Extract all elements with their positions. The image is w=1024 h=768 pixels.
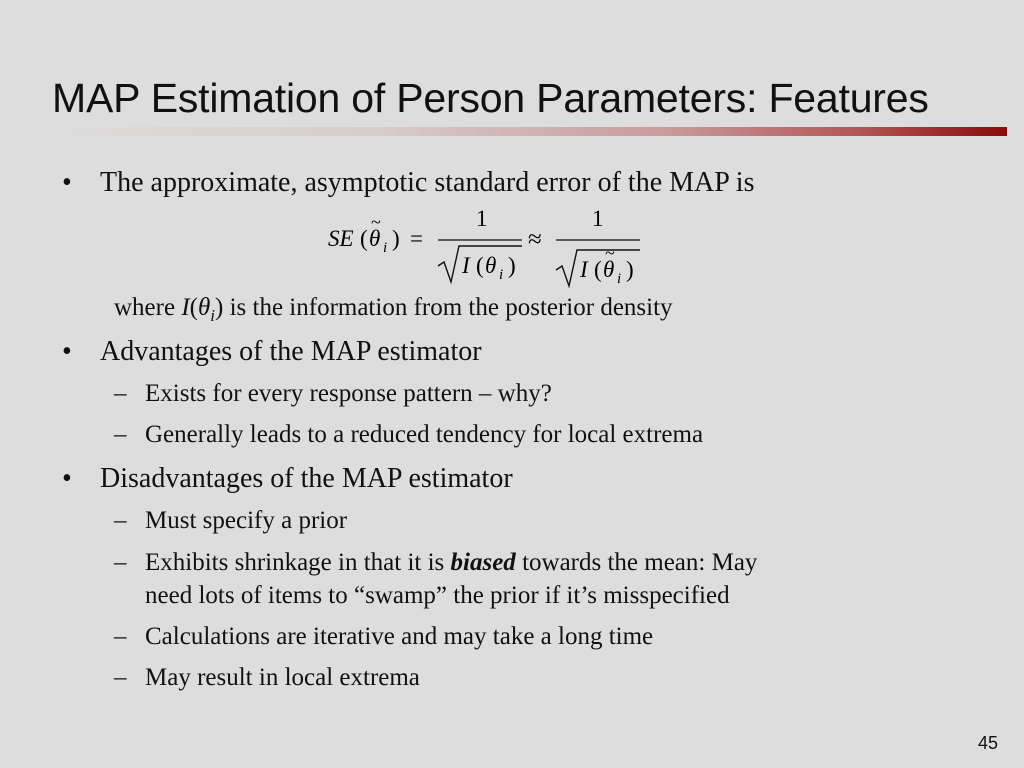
disadvantage-item: Must specify a prior	[145, 507, 348, 534]
where-sub: i	[210, 306, 215, 325]
formula-numerator-2: 1	[592, 206, 604, 231]
formula-equals: =	[410, 226, 423, 251]
disadvantage-item: Calculations are iterative and may take a long time	[145, 623, 654, 650]
dash-marker: –	[114, 507, 127, 534]
formula-lparen-2: (	[594, 257, 602, 282]
formula-sub-i: i	[383, 240, 388, 256]
se-formula-svg	[326, 200, 656, 290]
formula-sub-i-1: i	[499, 267, 504, 283]
formula-rparen-1: )	[508, 253, 516, 278]
dash-marker: –	[114, 380, 127, 407]
formula-tilde: ~	[371, 212, 381, 232]
where-prefix: where	[114, 294, 182, 321]
bullet-disadvantages: Disadvantages of the MAP estimator	[100, 463, 513, 494]
formula-theta: θ	[369, 226, 381, 251]
disadvantage-item	[145, 547, 757, 579]
bullet-marker: •	[62, 336, 72, 367]
formula-lparen-1: (	[476, 253, 484, 278]
page-number: 45	[977, 733, 998, 753]
dash-marker: –	[114, 549, 127, 576]
formula-numerator-1: 1	[476, 206, 488, 231]
formula-info-1: I	[462, 253, 470, 278]
where-theta: θ	[197, 294, 211, 321]
formula-sub-i-2: i	[617, 271, 622, 287]
slide-title: MAP Estimation of Person Parameters: Features	[52, 75, 929, 121]
shrinkage-before: Exhibits shrinkage in that it is	[145, 549, 451, 576]
advantage-item: Exists for every response pattern – why?	[145, 380, 552, 407]
dash-marker: –	[114, 421, 127, 448]
formula-rparen-2: )	[626, 257, 634, 282]
formula-lparen: (	[360, 226, 368, 251]
formula-tilde-2: ~	[605, 243, 615, 263]
bullet-advantages: Advantages of the MAP estimator	[100, 336, 482, 367]
formula-theta-1: θ	[485, 253, 497, 278]
formula-info-2: I	[580, 257, 588, 282]
where-suffix: is the information from the posterior density	[223, 294, 673, 321]
where-symbol-i: I	[181, 294, 190, 321]
disadvantage-item: May result in local extrema	[145, 664, 420, 691]
title-underline	[40, 127, 1007, 136]
formula-rparen: )	[392, 226, 400, 251]
disadvantage-item-continued: need lots of items to “swamp” the prior if it’s misspecified	[145, 582, 730, 609]
bullet-marker: •	[62, 167, 72, 198]
where-line	[114, 292, 673, 332]
where-close: )	[215, 294, 224, 321]
bullet-marker: •	[62, 463, 72, 494]
where-open: (	[189, 294, 198, 321]
advantage-item: Generally leads to a reduced tendency for local extrema	[145, 421, 704, 448]
biased-emphasis: biased	[450, 549, 516, 576]
bullet-standard-error: The approximate, asymptotic standard error of the MAP is	[100, 167, 755, 198]
se-formula	[326, 200, 656, 290]
formula-theta-2: θ	[603, 257, 615, 282]
dash-marker: –	[114, 623, 127, 650]
formula-approx: ≈	[528, 226, 542, 253]
dash-marker: –	[114, 664, 127, 691]
formula-se-label: SE	[328, 226, 354, 251]
shrinkage-after: towards the mean: May	[515, 549, 758, 576]
